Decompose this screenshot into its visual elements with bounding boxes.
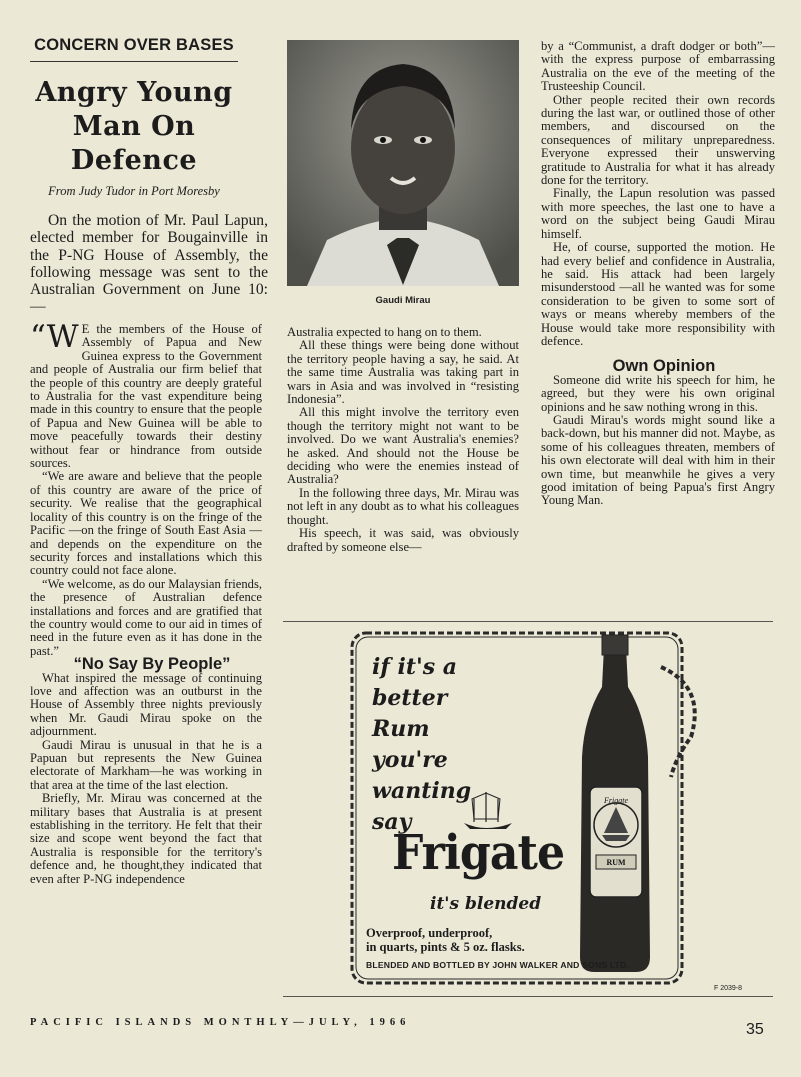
ad-slogan-line-2: better [372,685,448,711]
subhead-own-opinion: Own Opinion [612,357,716,376]
col1-paragraph-2: Gaudi Mirau is unusual in that he is a Papuan but represents the New Guinea electorate of Markham—he was working in that area at the time of the last election. [30,737,262,792]
byline: From Judy Tudor in Port Moresby [48,184,220,198]
drop-cap: “W [30,319,79,355]
col2-paragraph-3: All this might involve the territory even though the territory might not want to be involved. Do we want Australia's enemies? he asked. And should not the House be deciding who were the enemies instead of Australia? [287,405,519,487]
ad-slogan-line-5: wanting [372,778,472,804]
ad-brand-name: Frigate [392,825,565,881]
message-paragraph-3: “We welcome, as do our Malaysian friends, the presence of Australian defence installations and forces and are gratified that the country would come to our aid in times of need in the future even as it has done in the past.” [30,576,263,658]
message-paragraph-2: “We are aware and believe that the people of this country are aware of the price of security. We realise that the geographical locality of this country is on the fringe of the Pacific —on the fringe of South East Asia —and depends on the expenditure on the security forces and installations which this country could not face alone. [30,469,262,578]
col3-paragraph-3: Finally, the Lapun resolution was passed with more speeches, the last one to have a word on the subject being Gaudi Mirau himself. [541,186,775,241]
ad-rule-top [283,621,773,622]
message-text-1: E the members of the House of Assembly of Papua and New Guinea express to the Government and people of Australia our firm belief that the people of this country are deeply grateful to Australia for the vast expenditure being made in this country to ensure that the people of Papua and New Guinea will be able to move peacefully towards their destiny without fear or hindrance from outside sources. [30,322,262,471]
ad-slogan-line-4: you're [372,747,448,773]
ad-code: F 2039-8 [714,985,743,992]
ad-slogan-line-1: if it's a [372,654,458,680]
col3-paragraph-1: by a “Communist, a draft dodger or both”—with the express purpose of embarrassing Australia on the eve of the meeting of the Trusteeship Council. [541,39,775,94]
col1-paragraph-1: What inspired the message of continuing love and affection was an outburst in the House of Assembly three nights previously when Mr. Gaudi Mirau spoke on the adjournment. [30,670,262,739]
lead-paragraph [30,212,268,316]
column-1 [30,319,263,886]
ad-strength-text [366,926,525,954]
col2-paragraph-5: His speech, it was said, was obviously drafted by someone else— [287,526,519,554]
lead-text: On the motion of Mr. Paul Lapun, elected member for Bougainville in the P-NG House of Assembly, the following message was sent to the Australian Government on June 10:— [30,212,268,316]
col2-paragraph-2: All these things were being done without the territory people having a say, he said. At the same time Australia was taking part in wars in Asia and was involved in “resisting Indonesia”. [287,338,519,407]
photo-caption: Gaudi Mirau [375,295,431,306]
kicker: CONCERN OVER BASES [34,36,234,54]
column-2 [287,326,519,554]
page-footer: PACIFIC ISLANDS MONTHLY—JULY, 1966 [30,1017,411,1028]
subhead-no-say: “No Say By People” [73,655,231,674]
col3-paragraph-6: Gaudi Mirau's words might sound like a back-down, but his manner did not. Maybe, as some of his colleagues threaten, members of his own electorate will deal with him in their own time, but meanwhile he gives a very good imitation of being Papua's first Angry Young Man. [541,412,775,508]
message-paragraph-1 [30,319,262,471]
col2-paragraph-1: Australia expected to hang on to them. [287,325,482,339]
column-3 [541,40,775,508]
ad-rule-bottom [283,996,773,997]
col3-paragraph-2: Other people recited their own records during the last war, or outlined those of other members, and discoursed on the consequences of military unpreparedness. Everyone expressed their unswerving gratitude to Australia for what it has already done for the territory. [541,92,775,188]
bottle-label-brand: Frigate [604,796,628,805]
ad-strength-line-1: Overproof, underproof, [366,926,493,940]
ad-slogan-line-3: Rum [372,716,430,742]
ad-slogan-line-6: say [372,809,412,835]
col3-paragraph-5: Someone did write his speech for him, he agreed, but they were his own original opinions and he saw nothing wrong in this. [541,372,775,414]
col2-paragraph-4: In the following three days, Mr. Mirau was not left in any doubt as to what his colleagues thought. [287,485,519,527]
page-number: 35 [746,1021,764,1038]
col1-paragraph-3: Briefly, Mr. Mirau was concerned at the military bases that Australia is at present establishing in the territory. He felt that their size and scope went beyond the fact that Australia is responsible for the territory's defence and, he thought,they indicated that even after P-NG independence [30,791,262,886]
headline: Angry Young Man On Defence [35,77,233,176]
ad-strength-line-2: in quarts, pints & 5 oz. flasks. [366,940,525,954]
bottle-label-rum: RUM [606,858,626,867]
ad-tagline: it's blended [430,894,542,914]
ad-maker-line: BLENDED AND BOTTLED BY JOHN WALKER AND SONS LTD. [366,960,630,970]
col3-paragraph-4: He, of course, supported the motion. He had every belief and confidence in Australia, he said. His attack had been largely misunderstood —all he wanted was for some consideration to be given to some sort of ways or means whereby members of the House would take more responsibility with defence. [541,240,775,348]
ad-slogan [372,652,532,838]
portrait-photo [287,40,519,286]
kicker-rule [30,61,238,62]
portrait-image [287,40,519,286]
